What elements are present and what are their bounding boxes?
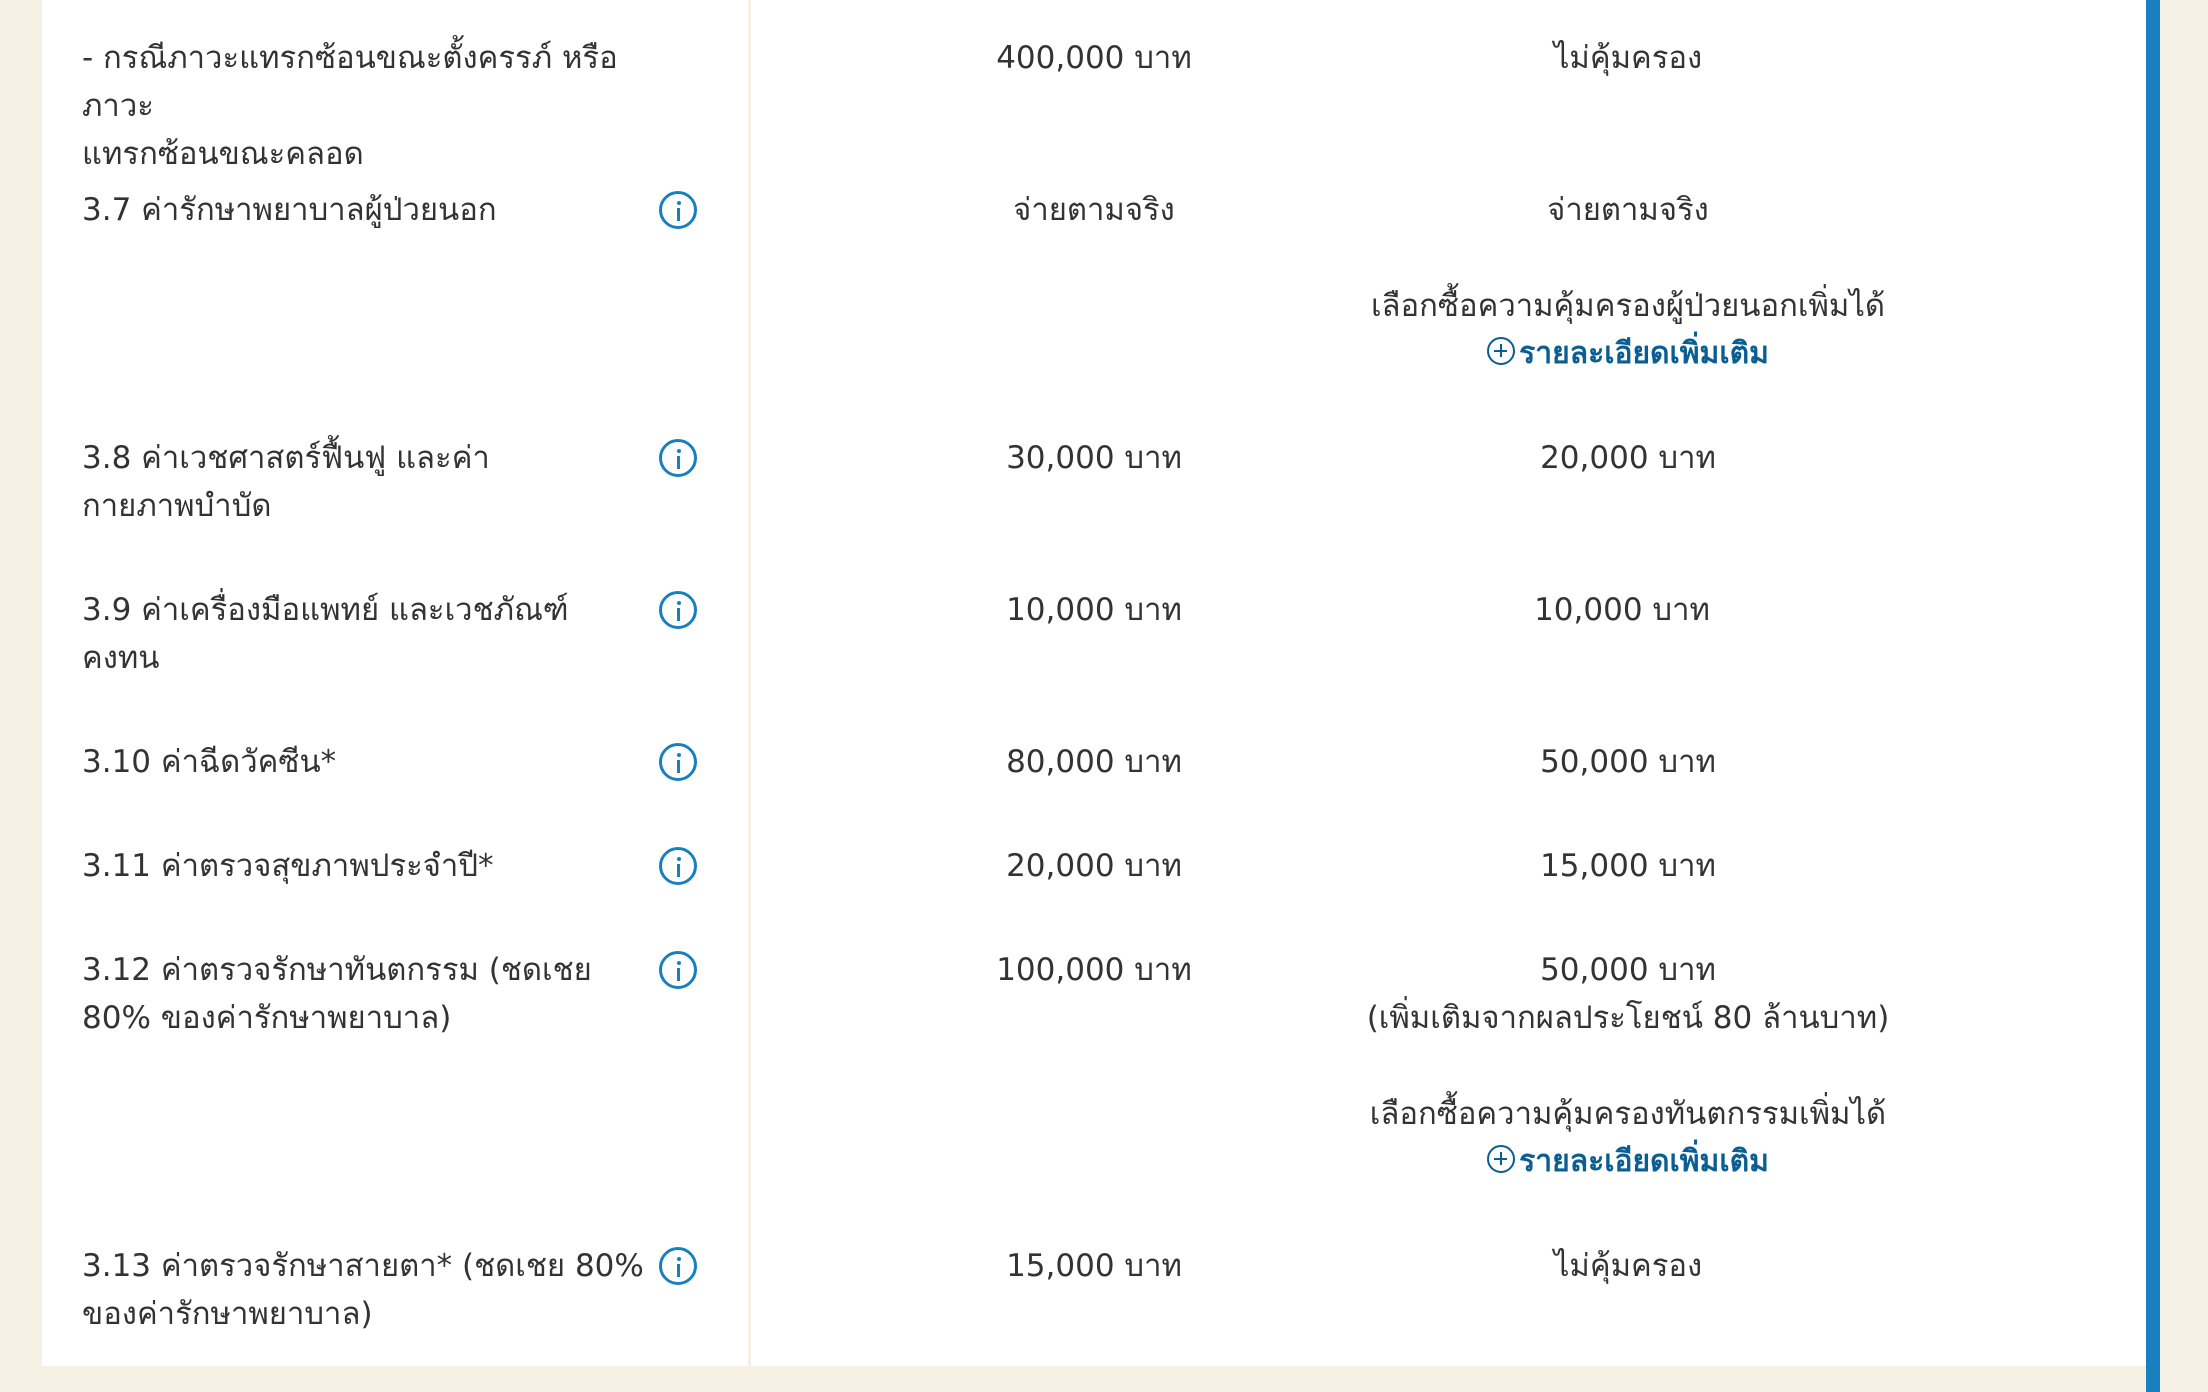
info-icon[interactable] bbox=[659, 439, 697, 477]
plan-a-value: 15,000 บาท bbox=[1006, 1248, 1182, 1284]
benefit-label: 3.7 ค่ารักษาพยาบาลผู้ป่วยนอก bbox=[82, 192, 497, 228]
plan-a-value: 80,000 บาท bbox=[1006, 744, 1182, 780]
more-details-label: รายละเอียดเพิ่มเติม bbox=[1519, 1144, 1769, 1179]
plan-a-value: 100,000 บาท bbox=[996, 952, 1192, 988]
info-icon[interactable] bbox=[659, 1247, 697, 1285]
plan-a-value: 10,000 บาท bbox=[1006, 592, 1182, 628]
info-icon[interactable] bbox=[659, 191, 697, 229]
info-icon[interactable] bbox=[659, 591, 697, 629]
benefit-label: 3.10 ค่าฉีดวัคซีน* bbox=[82, 744, 337, 780]
plan-b-value: ไม่คุ้มครอง bbox=[1553, 1248, 1703, 1284]
info-icon[interactable] bbox=[659, 743, 697, 781]
info-icon[interactable] bbox=[659, 951, 697, 989]
benefit-label: 3.8 ค่าเวชศาสตร์ฟื้นฟู และค่า กายภาพบำบัด bbox=[82, 440, 490, 524]
plan-b-value: 50,000 บาท bbox=[1540, 744, 1716, 780]
coverage-table bbox=[42, 0, 2146, 1366]
plan-b-value: 20,000 บาท bbox=[1540, 440, 1716, 476]
benefit-label: - กรณีภาวะแทรกซ้อนขณะตั้งครรภ์ หรือภาวะ แทรกซ้อนขณะคลอด bbox=[82, 40, 618, 172]
plan-b-value: 50,000 บาท (เพิ่มเติมจากผลประโยชน์ 80 ล้านบาท) bbox=[1366, 952, 1890, 1036]
plan-a-value: จ่ายตามจริง bbox=[1013, 192, 1175, 228]
benefit-label: 3.11 ค่าตรวจสุขภาพประจำปี* bbox=[82, 848, 494, 884]
more-details-label: รายละเอียดเพิ่มเติม bbox=[1519, 336, 1769, 371]
plan-b-value: ไม่คุ้มครอง bbox=[1553, 40, 1703, 76]
plan-b-value: 10,000 บาท bbox=[1534, 592, 1710, 628]
plan-a-value: 30,000 บาท bbox=[1006, 440, 1182, 476]
plus-circle-icon bbox=[1487, 1145, 1515, 1173]
plan-a-value: 20,000 บาท bbox=[1006, 848, 1182, 884]
info-icon[interactable] bbox=[659, 847, 697, 885]
benefit-label: 3.9 ค่าเครื่องมือแพทย์ และเวชภัณฑ์ คงทน bbox=[82, 592, 569, 676]
accent-sidebar-bar bbox=[2146, 0, 2160, 1392]
plus-circle-icon bbox=[1487, 337, 1515, 365]
plan-b-note: เลือกซื้อความคุ้มครองผู้ป่วยนอกเพิ่มได้ bbox=[1370, 288, 1886, 324]
plan-b-note: เลือกซื้อความคุ้มครองทันตกรรมเพิ่มได้ bbox=[1369, 1096, 1887, 1132]
plan-a-value: 400,000 บาท bbox=[996, 40, 1192, 76]
plan-b-value: จ่ายตามจริง bbox=[1547, 192, 1709, 228]
more-details-link[interactable] bbox=[1214, 1138, 2042, 1186]
benefit-label: 3.13 ค่าตรวจรักษาสายตา* (ชดเชย 80% ของค่ารักษาพยาบาล) bbox=[82, 1248, 644, 1332]
benefit-label: 3.12 ค่าตรวจรักษาทันตกรรม (ชดเชย 80% ของค่ารักษาพยาบาล) bbox=[82, 952, 592, 1036]
plan-b-value: 15,000 บาท bbox=[1540, 848, 1716, 884]
more-details-link[interactable] bbox=[1214, 330, 2042, 378]
